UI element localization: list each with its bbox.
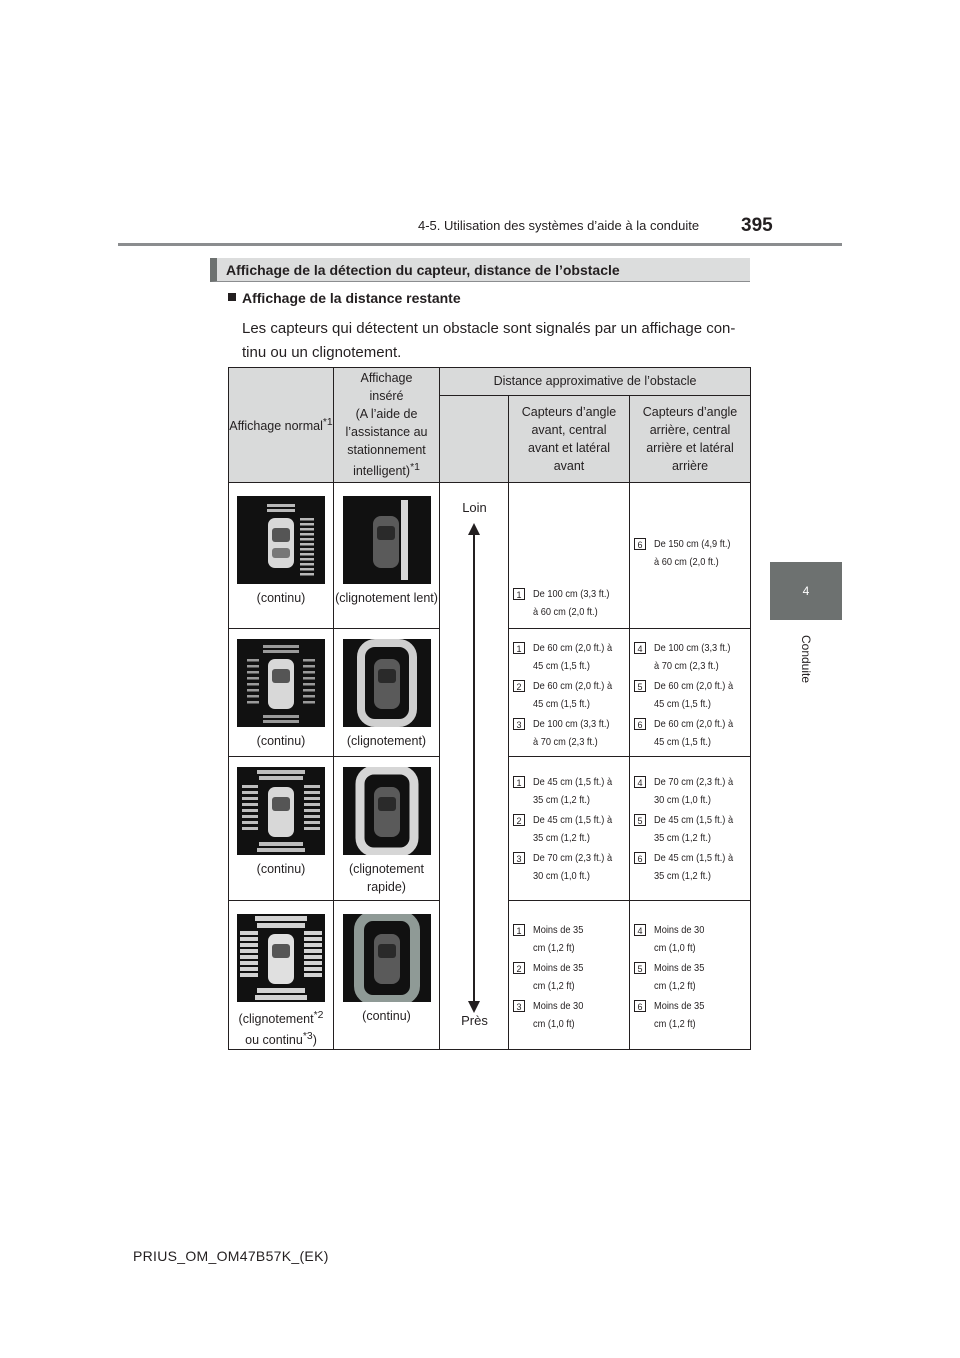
rear-distance-cell <box>630 483 751 629</box>
distance-entry: 6 De 150 cm (4,9 ft.) à 60 cm (2,0 ft.) <box>634 535 746 571</box>
distance-table <box>228 367 751 1050</box>
distance-entry: 1 Moins de 35 cm (1,2 ft) <box>513 921 625 957</box>
header-normal: Affichage normal$^{*1}$ <box>229 368 334 483</box>
normal-display-cell: (continu) <box>229 483 334 629</box>
distance-entry: 3 De 100 cm (3,3 ft.) à 70 cm (2,3 ft.) <box>513 715 625 751</box>
normal-display-cell: (continu) <box>229 757 334 901</box>
distance-entry: 2 De 45 cm (1,5 ft.) à 35 cm (1,2 ft.) <box>513 811 625 847</box>
distance-entry: 6 De 60 cm (2,0 ft.) à 45 cm (1,5 ft.) <box>634 715 746 751</box>
car-sensor-inserted-icon <box>343 639 431 727</box>
distance-entry: 4 De 100 cm (3,3 ft.) à 70 cm (2,3 ft.) <box>634 639 746 675</box>
distance-entry: 4 De 70 cm (2,3 ft.) à 30 cm (1,0 ft.) <box>634 773 746 809</box>
header-front-sensors: Capteurs d’angle avant, central avant et latéral avant <box>509 396 630 483</box>
running-header: 4-5. Utilisation des systèmes d’aide à la conduite <box>418 218 700 233</box>
rear-distance-cell <box>630 757 751 901</box>
header-distance: Distance approximative de l’obstacle <box>440 368 751 396</box>
header-inserted: Affichage inséré (A l’aide de l’assistance au stationnement intelligent)$^{*1}$ <box>334 368 440 483</box>
chapter-label: Conduite <box>798 634 813 684</box>
rear-distance-cell <box>630 629 751 757</box>
normal-display-cell: (clignotement$^{*2}$ ou continu$^{*3}$) <box>229 901 334 1050</box>
distance-entry: 3 Moins de 30 cm (1,0 ft) <box>513 997 625 1033</box>
distance-entry: 3 De 70 cm (2,3 ft.) à 30 cm (1,0 ft.) <box>513 849 625 885</box>
header-rear-sensors: Capteurs d’angle arrière, central arrière et latéral arrière <box>630 396 751 483</box>
distance-entry: 4 Moins de 30 cm (1,0 ft) <box>634 921 746 957</box>
inserted-display-cell: (clignotement) <box>334 629 440 757</box>
car-sensor-inserted-icon <box>343 914 431 1002</box>
subheading: Affichage de la distance restante <box>228 290 461 306</box>
distance-entry: 2 De 60 cm (2,0 ft.) à 45 cm (1,5 ft.) <box>513 677 625 713</box>
car-sensor-normal-icon <box>237 639 325 727</box>
page-number: 395 <box>741 215 773 236</box>
front-distance-cell <box>509 757 630 901</box>
chapter-number: 4 <box>802 584 810 598</box>
section-title: Affichage de la détection du capteur, distance de l’obstacle <box>210 258 750 282</box>
distance-entry: 1 De 45 cm (1,5 ft.) à 35 cm (1,2 ft.) <box>513 773 625 809</box>
front-distance-cell <box>509 901 630 1050</box>
header-rule <box>118 243 842 246</box>
distance-entry: 2 Moins de 35 cm (1,2 ft) <box>513 959 625 995</box>
front-distance-cell <box>509 629 630 757</box>
document-code: PRIUS_OM_OM47B57K_(EK) <box>133 1248 329 1264</box>
distance-entry: 1 De 100 cm (3,3 ft.) à 60 cm (2,0 ft.) <box>513 585 625 621</box>
inserted-display-cell: (clignotement rapide) <box>334 757 440 901</box>
far-label: Loin <box>462 500 487 515</box>
distance-arrow-cell <box>440 483 509 1050</box>
car-sensor-normal-icon <box>237 767 325 855</box>
car-sensor-normal-icon <box>237 496 325 584</box>
distance-entry: 1 De 60 cm (2,0 ft.) à 45 cm (1,5 ft.) <box>513 639 625 675</box>
square-bullet-icon <box>228 293 236 301</box>
distance-entry: 5 De 60 cm (2,0 ft.) à 45 cm (1,5 ft.) <box>634 677 746 713</box>
car-sensor-normal-icon <box>237 914 325 1002</box>
rear-distance-cell <box>630 901 751 1050</box>
normal-display-cell: (continu) <box>229 629 334 757</box>
inserted-display-cell: (continu) <box>334 901 440 1050</box>
near-label: Près <box>461 1013 488 1028</box>
distance-entry: 6 Moins de 35 cm (1,2 ft) <box>634 997 746 1033</box>
car-sensor-inserted-icon <box>343 496 431 584</box>
car-sensor-inserted-icon <box>343 767 431 855</box>
front-distance-cell <box>509 483 630 629</box>
distance-entry: 6 De 45 cm (1,5 ft.) à 35 cm (1,2 ft.) <box>634 849 746 885</box>
distance-double-arrow-icon <box>466 523 482 1013</box>
inserted-display-cell: (clignotement lent) <box>334 483 440 629</box>
chapter-tab <box>770 562 842 620</box>
distance-entry: 5 Moins de 35 cm (1,2 ft) <box>634 959 746 995</box>
intro-paragraph: Les capteurs qui détectent un obstacle sont signalés par un affichage con- tinu ou un clignotement. <box>242 320 736 361</box>
distance-entry: 5 De 45 cm (1,5 ft.) à 35 cm (1,2 ft.) <box>634 811 746 847</box>
